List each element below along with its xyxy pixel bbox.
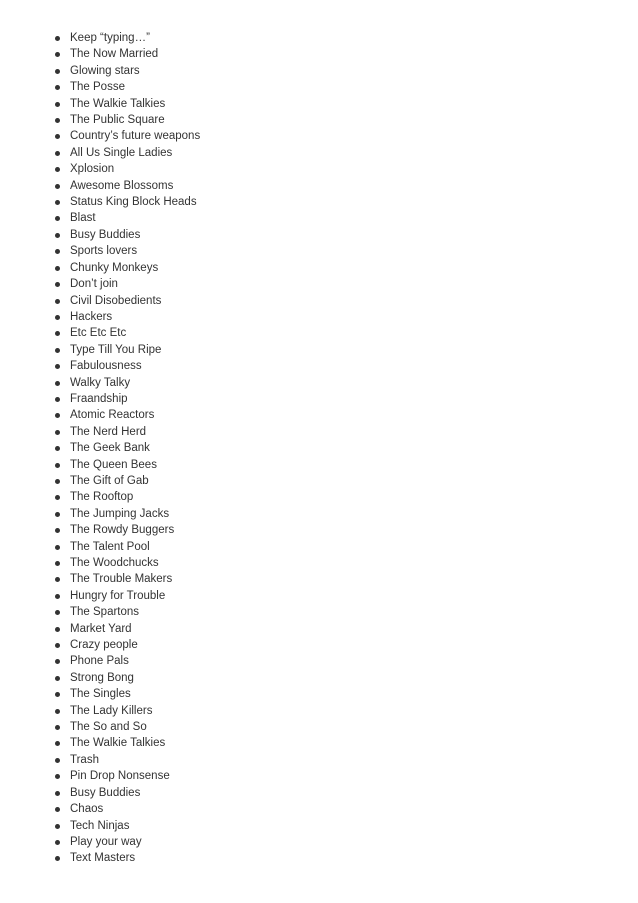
list-item bbox=[52, 768, 200, 784]
bullet-icon bbox=[55, 577, 60, 582]
list-item-label: Fabulousness bbox=[70, 360, 142, 373]
bullet-icon bbox=[55, 528, 60, 533]
list-item bbox=[52, 161, 200, 177]
list-item bbox=[52, 785, 200, 801]
bullet-icon bbox=[55, 824, 60, 829]
list-item-label: Type Till You Ripe bbox=[70, 343, 162, 356]
bullet-icon bbox=[55, 134, 60, 139]
list-item-label: Chunky Monkeys bbox=[70, 261, 159, 274]
list-item-label: Keep “typing…” bbox=[70, 32, 150, 44]
list-item-label: Strong Bong bbox=[70, 671, 134, 684]
bullet-icon bbox=[55, 512, 60, 517]
list-item-label: Xplosion bbox=[70, 163, 115, 176]
bullet-icon bbox=[55, 495, 60, 500]
list-item-label: Pin Drop Nonsense bbox=[70, 770, 170, 783]
list-item bbox=[52, 818, 200, 834]
list-item bbox=[52, 653, 200, 669]
bullet-icon bbox=[55, 102, 60, 107]
group-name-list bbox=[52, 30, 200, 867]
list-item-label: Crazy people bbox=[70, 639, 138, 652]
list-item-label: Hackers bbox=[70, 310, 113, 323]
list-item bbox=[52, 703, 200, 719]
list-item bbox=[52, 719, 200, 735]
list-item-label: Civil Disobedients bbox=[70, 294, 162, 307]
list-item bbox=[52, 588, 200, 604]
list-item bbox=[52, 194, 200, 210]
bullet-icon bbox=[55, 397, 60, 402]
list-item bbox=[52, 539, 200, 555]
list-item bbox=[52, 96, 200, 112]
list-item bbox=[52, 440, 200, 456]
list-item-label: Play your way bbox=[70, 835, 142, 848]
bullet-icon bbox=[55, 364, 60, 369]
list-item bbox=[52, 63, 200, 79]
list-item bbox=[52, 210, 200, 226]
bullet-icon bbox=[55, 692, 60, 697]
bullet-icon bbox=[55, 381, 60, 386]
bullet-icon bbox=[55, 36, 60, 41]
list-item bbox=[52, 145, 200, 161]
list-item bbox=[52, 178, 200, 194]
list-item bbox=[52, 489, 200, 505]
list-item-label: Market Yard bbox=[70, 622, 132, 635]
bullet-icon bbox=[55, 430, 60, 435]
list-item-label: Trash bbox=[70, 753, 99, 766]
list-item-label: The Gift of Gab bbox=[70, 474, 149, 487]
bullet-icon bbox=[55, 856, 60, 861]
list-item bbox=[52, 801, 200, 817]
bullet-icon bbox=[55, 266, 60, 271]
list-item-label: The Queen Bees bbox=[70, 458, 157, 471]
bullet-icon bbox=[55, 463, 60, 468]
bullet-icon bbox=[55, 151, 60, 156]
bullet-icon bbox=[55, 315, 60, 320]
bullet-icon bbox=[55, 709, 60, 714]
list-item bbox=[52, 342, 200, 358]
list-item-label: The Jumping Jacks bbox=[70, 507, 170, 520]
list-item-label: Busy Buddies bbox=[70, 228, 141, 241]
list-item bbox=[52, 555, 200, 571]
list-item-label: Blast bbox=[70, 212, 96, 225]
bullet-icon bbox=[55, 659, 60, 664]
list-item-label: Walky Talky bbox=[70, 376, 131, 389]
list-item-label: Atomic Reactors bbox=[70, 409, 155, 422]
list-item bbox=[52, 457, 200, 473]
bullet-icon bbox=[55, 610, 60, 615]
list-item-label: Hungry for Trouble bbox=[70, 589, 166, 602]
list-item bbox=[52, 128, 200, 144]
list-item-label: Text Masters bbox=[70, 852, 136, 865]
list-item-label: Awesome Blossoms bbox=[70, 179, 174, 192]
bullet-icon bbox=[55, 200, 60, 205]
bullet-icon bbox=[55, 676, 60, 681]
list-item bbox=[52, 79, 200, 95]
list-item-label: The Walkie Talkies bbox=[70, 97, 166, 110]
list-item bbox=[52, 735, 200, 751]
bullet-icon bbox=[55, 643, 60, 648]
list-item bbox=[52, 424, 200, 440]
list-item-label: Country’s future weapons bbox=[70, 130, 201, 143]
list-item-label: Tech Ninjas bbox=[70, 819, 130, 832]
list-item bbox=[52, 621, 200, 637]
bullet-icon bbox=[55, 774, 60, 779]
list-item bbox=[52, 358, 200, 374]
bullet-icon bbox=[55, 282, 60, 287]
list-item bbox=[52, 243, 200, 259]
list-item-label: Don’t join bbox=[70, 278, 118, 291]
list-item bbox=[52, 686, 200, 702]
list-item-label: The Public Square bbox=[70, 114, 165, 127]
list-item bbox=[52, 473, 200, 489]
list-item bbox=[52, 604, 200, 620]
list-item-label: The Walkie Talkies bbox=[70, 737, 166, 750]
list-item bbox=[52, 670, 200, 686]
list-item bbox=[52, 260, 200, 276]
list-item bbox=[52, 522, 200, 538]
list-item-label: The So and So bbox=[70, 721, 147, 734]
bullet-icon bbox=[55, 627, 60, 632]
list-item bbox=[52, 637, 200, 653]
list-item-label: Status King Block Heads bbox=[70, 196, 197, 209]
list-item-label: The Talent Pool bbox=[70, 540, 150, 553]
bullet-icon bbox=[55, 413, 60, 418]
bullet-icon bbox=[55, 299, 60, 304]
bullet-icon bbox=[55, 594, 60, 599]
list-item bbox=[52, 112, 200, 128]
bullet-icon bbox=[55, 840, 60, 845]
bullet-icon bbox=[55, 741, 60, 746]
list-item-label: The Singles bbox=[70, 688, 131, 701]
list-item-label: The Rooftop bbox=[70, 491, 134, 504]
list-item bbox=[52, 46, 200, 62]
list-item bbox=[52, 850, 200, 866]
list-item bbox=[52, 30, 200, 46]
bullet-icon bbox=[55, 216, 60, 221]
list-item bbox=[52, 276, 200, 292]
bullet-icon bbox=[55, 348, 60, 353]
bullet-icon bbox=[55, 545, 60, 550]
list-item bbox=[52, 834, 200, 850]
list-item-label: The Spartons bbox=[70, 606, 140, 619]
list-item-label: All Us Single Ladies bbox=[70, 146, 173, 159]
bullet-icon bbox=[55, 791, 60, 796]
bullet-icon bbox=[55, 725, 60, 730]
list-item-label: Fraandship bbox=[70, 392, 128, 405]
bullet-icon bbox=[55, 561, 60, 566]
list-item-label: Sports lovers bbox=[70, 245, 138, 258]
list-item bbox=[52, 752, 200, 768]
list-item-label: Glowing stars bbox=[70, 64, 140, 77]
list-item bbox=[52, 227, 200, 243]
bullet-icon bbox=[55, 85, 60, 90]
list-item bbox=[52, 309, 200, 325]
list-item-label: Chaos bbox=[70, 803, 104, 816]
list-item-label: The Geek Bank bbox=[70, 442, 150, 455]
list-item bbox=[52, 506, 200, 522]
bullet-icon bbox=[55, 69, 60, 74]
bullet-icon bbox=[55, 118, 60, 123]
list-item-label: Busy Buddies bbox=[70, 786, 141, 799]
list-item-label: The Rowdy Buggers bbox=[70, 524, 175, 537]
list-item bbox=[52, 391, 200, 407]
bullet-icon bbox=[55, 233, 60, 238]
list-item-label: Phone Pals bbox=[70, 655, 129, 668]
bullet-icon bbox=[55, 758, 60, 763]
bullet-icon bbox=[55, 479, 60, 484]
list-item bbox=[52, 375, 200, 391]
list-item-label: The Nerd Herd bbox=[70, 425, 147, 438]
bullet-icon bbox=[55, 807, 60, 812]
bullet-icon bbox=[55, 52, 60, 57]
list-item bbox=[52, 325, 200, 341]
list-item bbox=[52, 293, 200, 309]
bullet-icon bbox=[55, 446, 60, 451]
bullet-icon bbox=[55, 167, 60, 172]
list-item-label: The Posse bbox=[70, 81, 125, 94]
list-item bbox=[52, 571, 200, 587]
list-item bbox=[52, 407, 200, 423]
list-item-label: The Now Married bbox=[70, 48, 159, 61]
bullet-icon bbox=[55, 249, 60, 254]
list-item-label: Etc Etc Etc bbox=[70, 327, 127, 340]
list-item-label: The Woodchucks bbox=[70, 557, 159, 569]
list-item-label: The Trouble Makers bbox=[70, 573, 173, 586]
list-item-label: The Lady Killers bbox=[70, 704, 153, 717]
bullet-icon bbox=[55, 184, 60, 189]
bullet-icon bbox=[55, 331, 60, 336]
